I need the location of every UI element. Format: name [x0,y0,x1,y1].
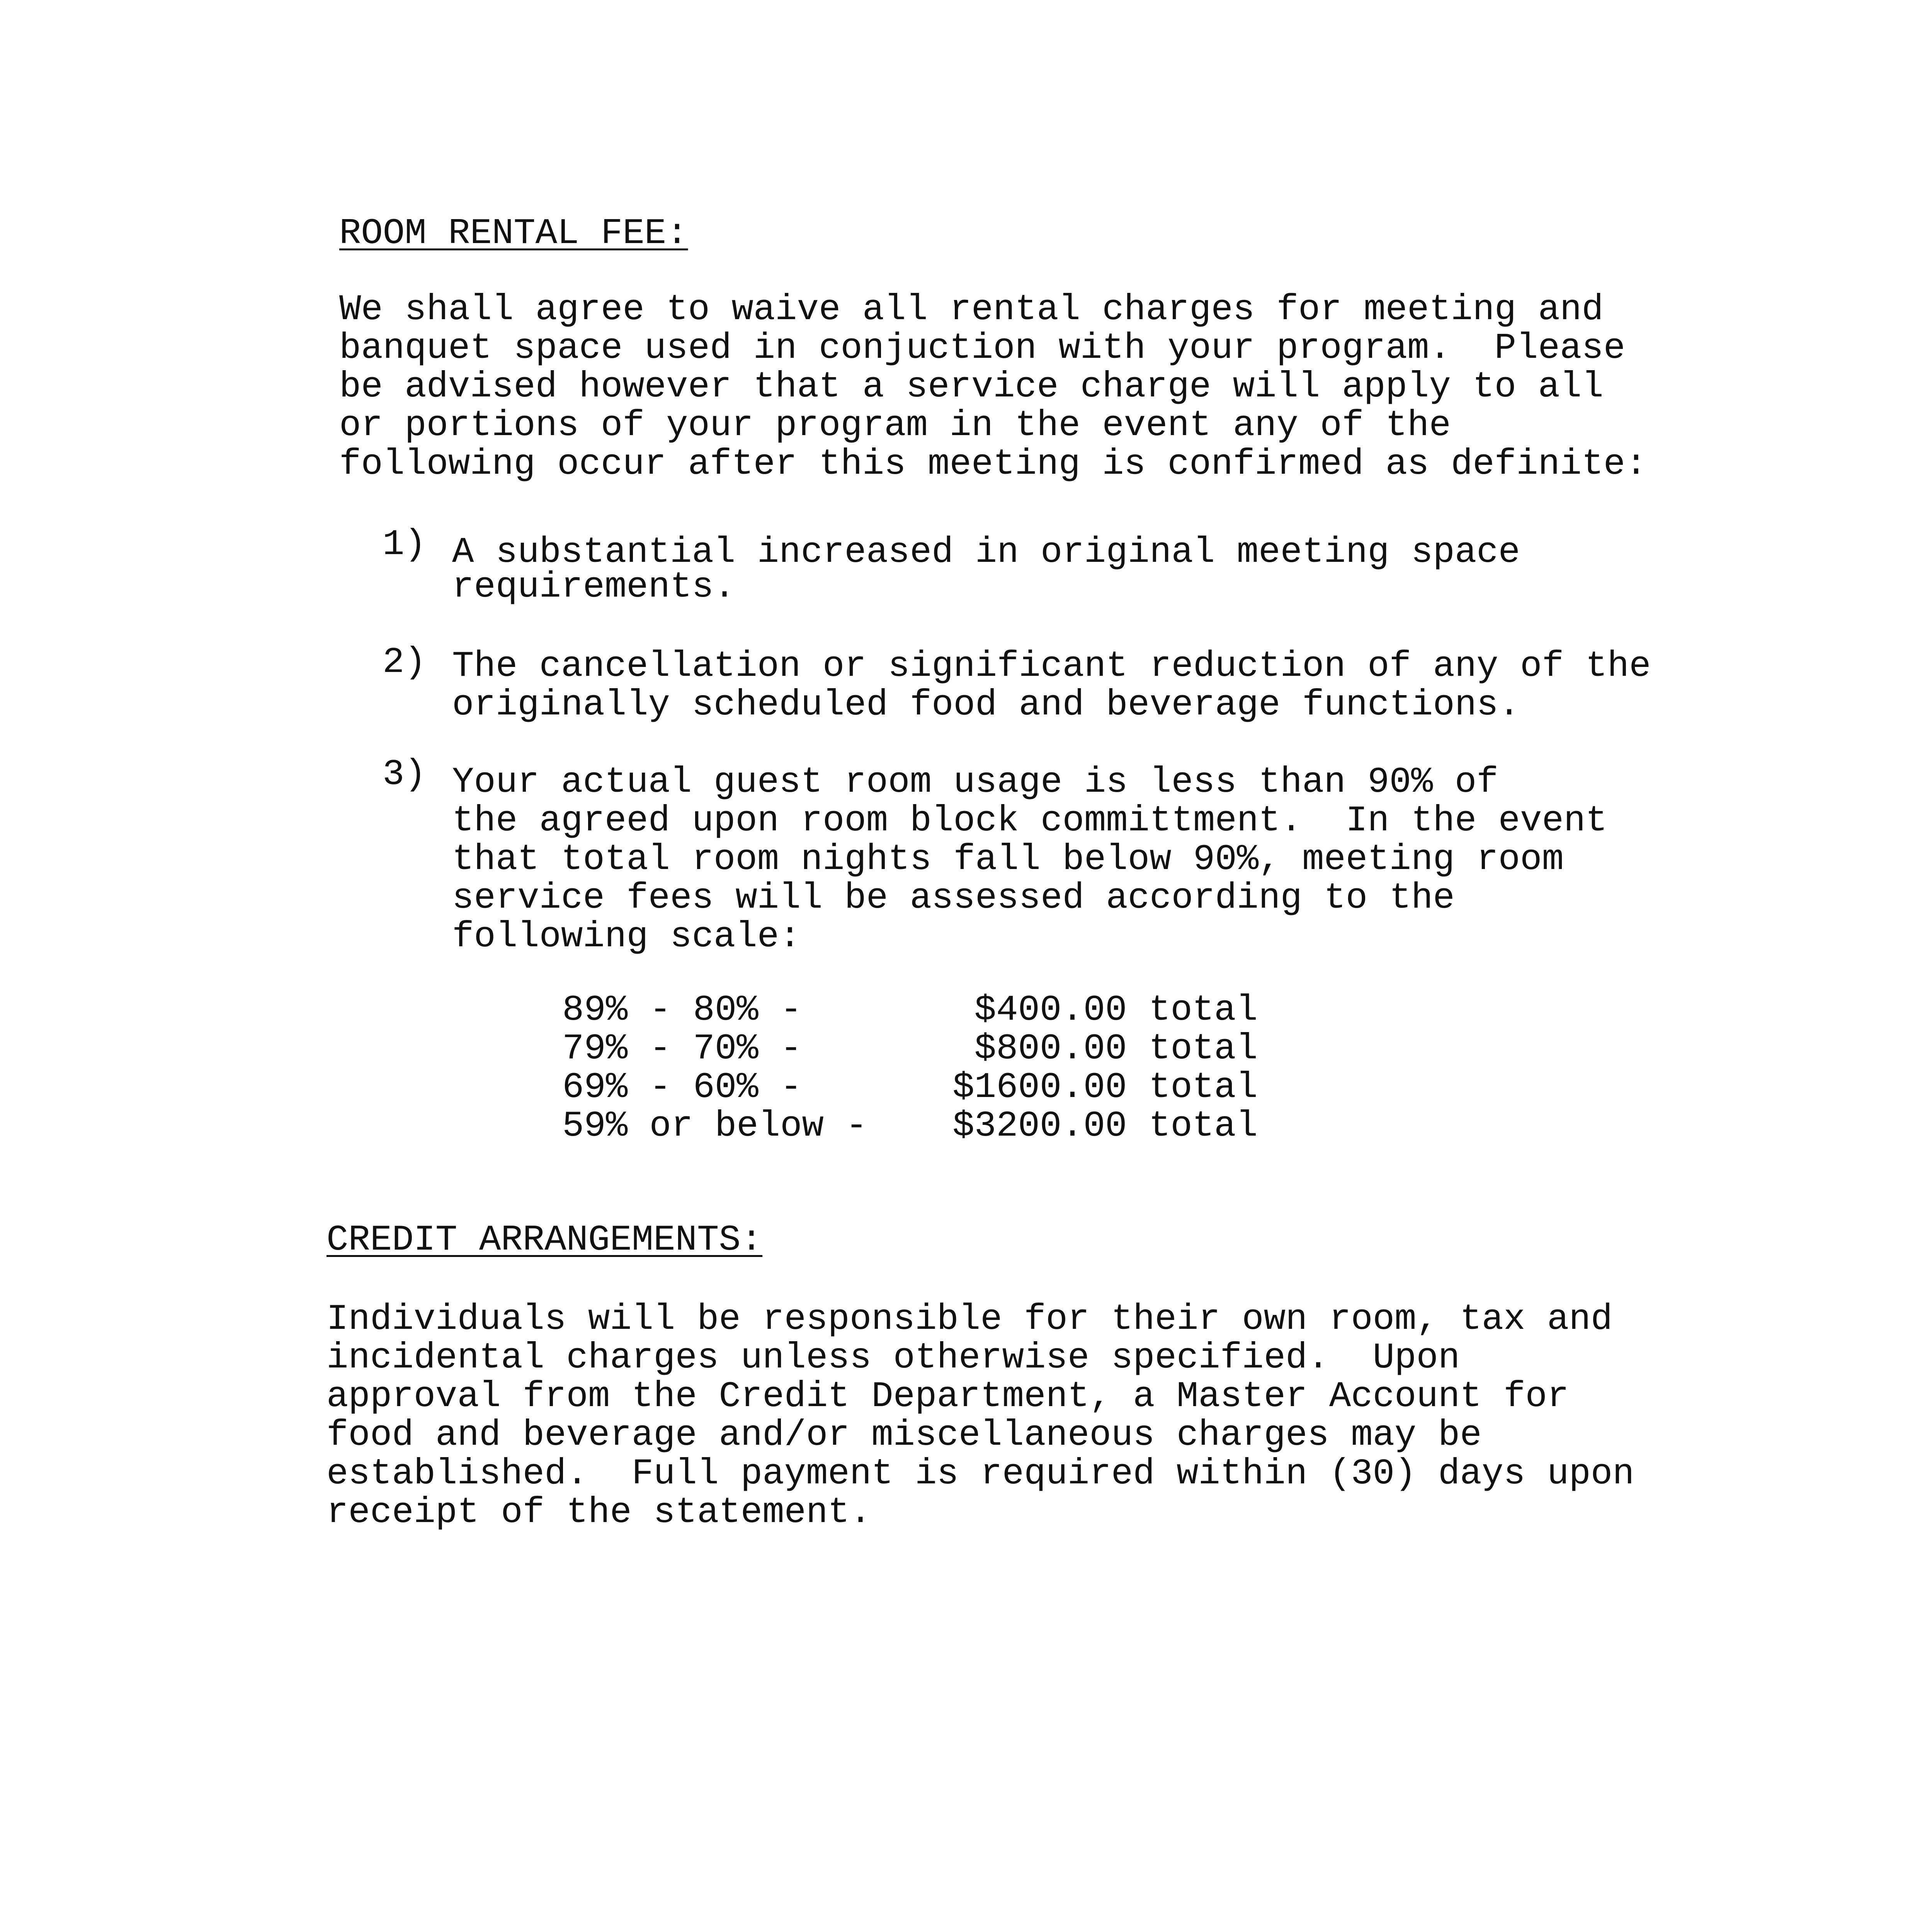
credit-paragraph-line: food and beverage and/or miscellaneous charges may be [327,1415,1482,1456]
credit-heading: CREDIT ARRANGEMENTS: [327,1220,763,1261]
fee-scale-amount: $400.00 total [974,990,1258,1031]
room-rental-paragraph-line: or portions of your program in the event any of the [339,405,1451,446]
room-rental-paragraph-line: banquet space used in conjuction with your program. Please [339,328,1626,369]
room-rental-paragraph-line: be advised however that a service charge will apply to all [339,367,1604,408]
list-item-line: A substantial increased in original meeting space [452,532,1520,573]
fee-scale-range: 59% or below - [562,1106,867,1147]
credit-paragraph-line: established. Full payment is required within (30) days upon [327,1454,1634,1495]
list-item-line: The cancellation or significant reduction of any of the [452,646,1651,687]
list-item-line: Your actual guest room usage is less than 90% of [452,762,1498,803]
list-item-line: following scale: [452,917,801,957]
room-rental-heading: ROOM RENTAL FEE: [339,213,688,254]
list-item-line: originally scheduled food and beverage functions. [452,685,1520,726]
credit-paragraph-line: incidental charges unless otherwise specified. Upon [327,1338,1460,1379]
list-item-line: requirements. [452,567,736,608]
credit-paragraph-line: approval from the Credit Department, a Master Account for [327,1376,1569,1417]
list-item-number: 1) [383,524,426,565]
list-item-line: the agreed upon room block committment. In the event [452,801,1607,842]
fee-scale-range: 89% - 80% - [562,990,802,1031]
credit-paragraph-line: Individuals will be responsible for their own room, tax and [327,1299,1613,1340]
fee-scale-row [562,1068,1258,1107]
fee-scale-amount: $1600.00 total [952,1067,1258,1108]
fee-scale-amount: $3200.00 total [952,1106,1258,1147]
room-rental-paragraph-line: following occur after this meeting is confirmed as definite: [339,444,1647,485]
fee-scale-row [562,1030,1258,1068]
fee-scale-range: 69% - 60% - [562,1067,802,1108]
fee-scale-range: 79% - 70% - [562,1029,802,1070]
list-item-line: that total room nights fall below 90%, meeting room [452,839,1564,880]
list-item-line: service fees will be assessed according to the [452,878,1455,919]
fee-scale-amount: $800.00 total [974,1029,1258,1070]
fee-scale-row [562,991,1258,1030]
list-item-number: 2) [383,642,426,683]
room-rental-paragraph-line: We shall agree to waive all rental charges for meeting and [339,289,1604,330]
fee-scale-row [562,1107,1258,1146]
list-item-number: 3) [383,754,426,795]
credit-paragraph-line: receipt of the statement. [327,1492,872,1533]
